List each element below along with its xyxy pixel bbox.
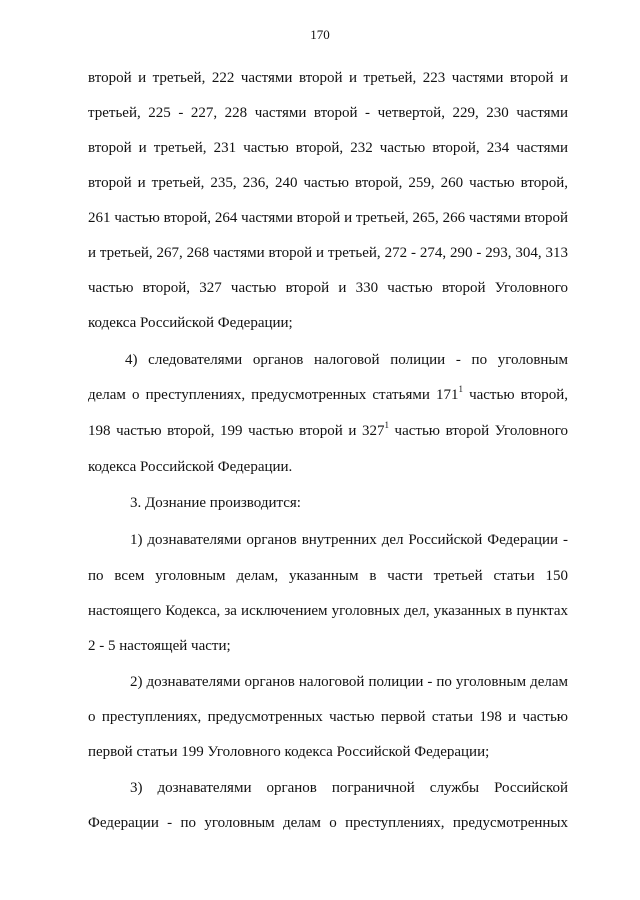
text-line: 1) дознавателями органов внутренних дел Российской Федерации - [130, 532, 568, 548]
text-span: частью второй, [462, 387, 568, 403]
text-line: 4) следователями органов налоговой полиции - по уголовным [125, 352, 568, 368]
text-line: частью второй, 327 частью второй и 330 частью второй Уголовного [88, 280, 568, 296]
text-line: второй и третьей, 231 частью второй, 232 частью второй, 234 частями [88, 140, 568, 156]
text-span: делам о преступлениях, предусмотренных статьями 171 [88, 387, 459, 403]
text-line: настоящего Кодекса, за исключением уголовных дел, указанных в пунктах [88, 603, 568, 619]
text-line: о преступлениях, предусмотренных частью первой статьи 198 и частью [88, 709, 568, 725]
text-line: первой статьи 199 Уголовного кодекса Российской Федерации; [88, 744, 490, 760]
text-line: второй и третьей, 222 частями второй и третьей, 223 частями второй и [88, 70, 568, 86]
section-heading: 3. Дознание производится: [130, 495, 301, 511]
superscript: 1 [384, 420, 389, 430]
page-number: 170 [310, 27, 330, 42]
text-span: 198 частью второй, 199 частью второй и 327 [88, 423, 385, 439]
text-line [88, 422, 568, 440]
text-line: третьей, 225 - 227, 228 частями второй - четвертой, 229, 230 частями [88, 105, 568, 121]
text-line: 2) дознавателями органов налоговой полиции - по уголовным делам [130, 674, 568, 690]
text-line: второй и третьей, 235, 236, 240 частью второй, 259, 260 частью второй, [88, 175, 568, 191]
text-line: по всем уголовным делам, указанным в части третьей статьи 150 [88, 568, 568, 584]
text-line: 261 частью второй, 264 частями второй и третьей, 265, 266 частями второй [88, 210, 568, 226]
text-line [88, 386, 568, 404]
text-line: 2 - 5 настоящей части; [88, 638, 231, 654]
text-line: кодекса Российской Федерации. [88, 459, 293, 475]
text-line: и третьей, 267, 268 частями второй и третьей, 272 - 274, 290 - 293, 304, 313 [88, 245, 568, 261]
text-span: частью второй Уголовного [388, 423, 569, 439]
text-line: 3) дознавателями органов пограничной службы Российской [130, 780, 568, 796]
superscript: 1 [458, 384, 463, 394]
text-line: кодекса Российской Федерации; [88, 315, 293, 331]
text-line: Федерации - по уголовным делам о преступлениях, предусмотренных [88, 815, 568, 831]
